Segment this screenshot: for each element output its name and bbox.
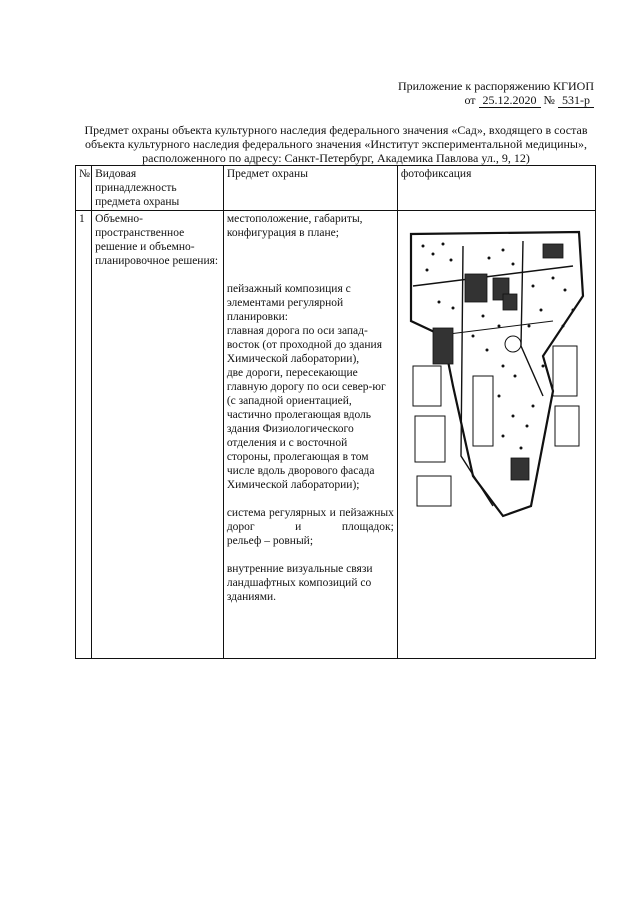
subject-paragraph: пейзажный композиция с элементами регулярной планировки:: [226, 283, 351, 323]
subject-paragraph: рельеф – ровный;: [226, 535, 314, 547]
row-photo: [397, 211, 595, 659]
appendix-line2: [0, 93, 594, 107]
subject-paragraph: местоположение, габариты, конфигурация в плане;: [226, 213, 363, 239]
subject-paragraph: главная дорога по оси запад-восток (от проходной до здания Химической лаборатории),: [226, 325, 382, 365]
subject-paragraph: две дороги, пересекающие главную дорогу по оси север-юг (с западной ориентацией, частично пролегающая вдоль здания Физиологического отделения и с восточной стороны, пролегающая в том числе вдоль дворового фасада Химической лаборатории);: [226, 367, 386, 491]
header-photo: фотофиксация: [397, 166, 595, 211]
appendix-number: 531-р: [558, 93, 594, 108]
site-plan-image: [403, 226, 589, 518]
appendix-date: 25.12.2020: [479, 93, 541, 108]
document-title: Предмет охраны объекта культурного наследия федерального значения «Сад», входящего в состав объекта культурного наследия федерального значения «Институт экспериментальной медицины», расположенного по адресу: Санкт-Петербург, Академика Павлова ул., 9, 12): [84, 123, 588, 165]
header-subject: Предмет охраны: [223, 166, 397, 211]
table-row: [76, 211, 596, 659]
appendix-header: [0, 79, 594, 107]
appendix-line1: Приложение к распоряжению КГИОП: [397, 79, 594, 93]
header-num: №: [76, 166, 92, 211]
subject-paragraph: система регулярных и пейзажных дорог и площадок;: [226, 507, 394, 533]
appendix-no-sign: №: [543, 93, 555, 107]
row-num: 1: [76, 211, 92, 659]
subject-paragraph: внутренние визуальные связи ландшафтных композиций со зданиями.: [226, 563, 373, 603]
appendix-from: от: [464, 93, 476, 107]
protection-table: [75, 165, 596, 659]
table-header-row: [76, 166, 596, 211]
row-type: Объемно-пространственное решение и объемно-планировочное решения:: [92, 211, 224, 659]
header-type: Видовая принадлежность предмета охраны: [92, 166, 224, 211]
row-subject: [223, 211, 397, 659]
